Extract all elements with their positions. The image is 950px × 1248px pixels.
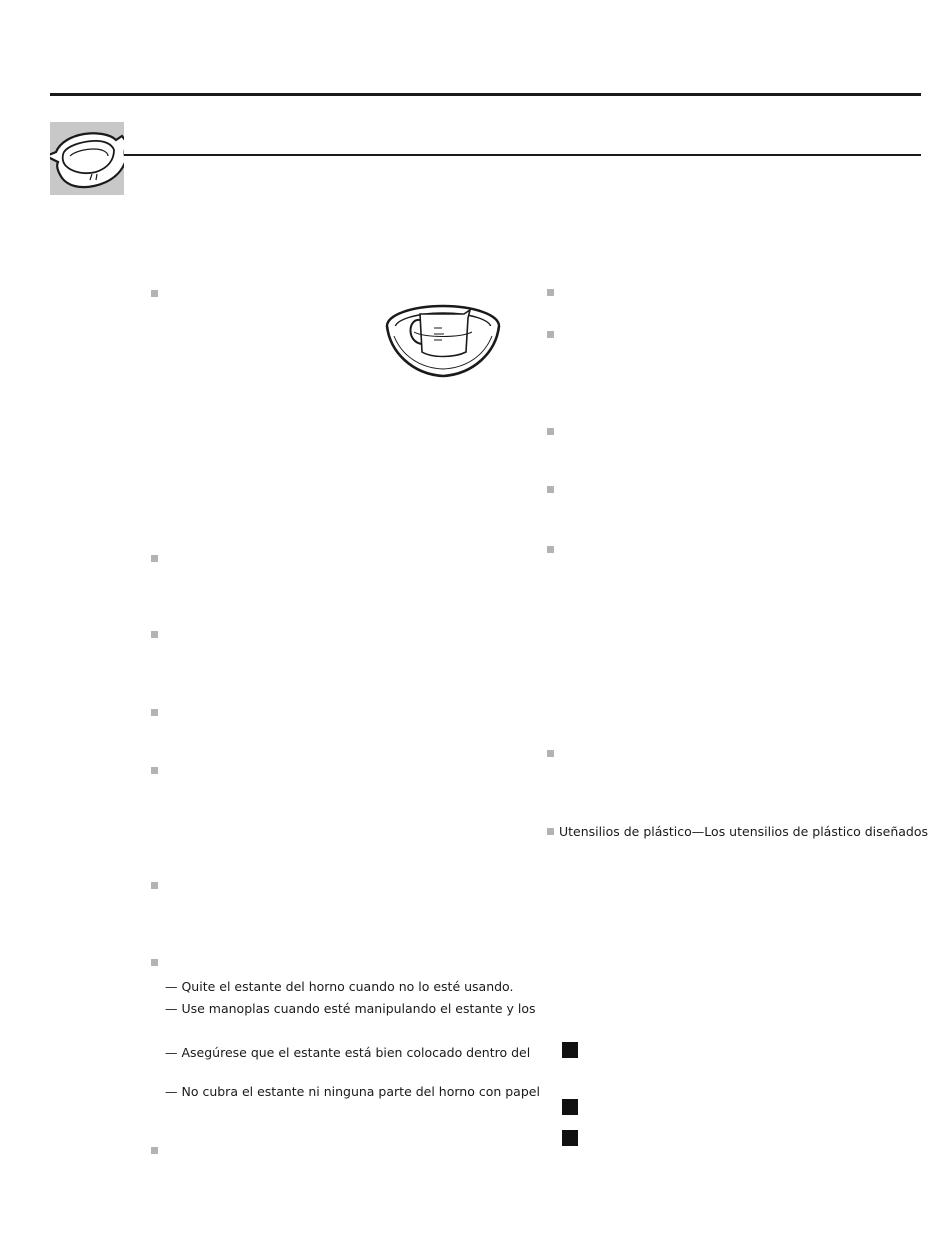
- bowl-with-measuring-cup-icon: [384, 302, 502, 384]
- top-rule: [50, 93, 921, 96]
- rack-tip-cover: — No cubra el estante ni ninguna parte del horno con papel: [165, 1084, 540, 1099]
- header-rule: [124, 154, 921, 156]
- left-bullet-5: [151, 767, 158, 774]
- left-bullet-7: [151, 959, 158, 966]
- left-bullet-8: [151, 1147, 158, 1154]
- left-bullet-1: [151, 290, 158, 297]
- right-bullet-7: [547, 828, 554, 835]
- rack-tip-remove: — Quite el estante del horno cuando no lo esté usando.: [165, 979, 514, 994]
- rack-tip-placement: — Asegúrese que el estante está bien colocado dentro del: [165, 1045, 531, 1060]
- right-bullet-3: [547, 428, 554, 435]
- left-bullet-3: [151, 631, 158, 638]
- right-bullet-1: [547, 289, 554, 296]
- right-bullet-6: [547, 750, 554, 757]
- left-bullet-6: [151, 882, 158, 889]
- left-bullet-4: [151, 709, 158, 716]
- rack-tip-mitts: — Use manoplas cuando esté manipulando el estante y los: [165, 1001, 536, 1016]
- right-bullet-2: [547, 331, 554, 338]
- square-marker-2: [562, 1099, 578, 1115]
- left-bullet-2: [151, 555, 158, 562]
- right-bullet-4: [547, 486, 554, 493]
- plastic-utensils-text: Utensilios de plástico—Los utensilios de plástico diseñados: [559, 824, 929, 839]
- square-marker-1: [562, 1042, 578, 1058]
- right-bullet-5: [547, 546, 554, 553]
- baking-dish-icon: [50, 122, 124, 195]
- square-marker-3: [562, 1130, 578, 1146]
